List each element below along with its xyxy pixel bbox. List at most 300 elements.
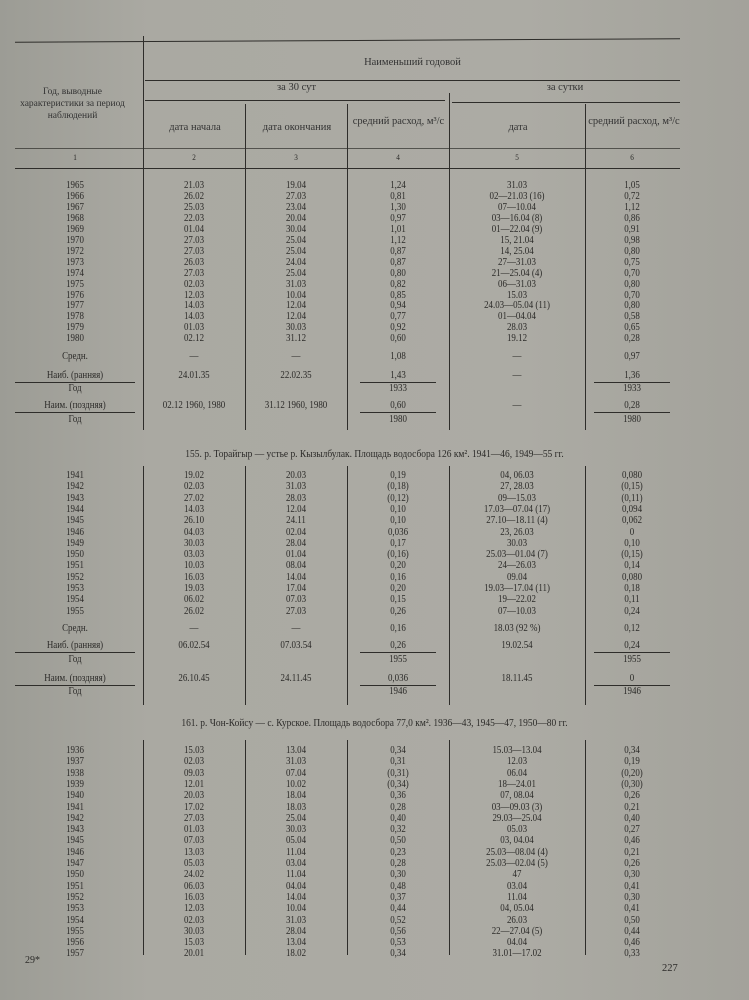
table-cell: 0,46 [624,937,640,948]
table-cell: 1,05 [624,180,640,191]
year-label: Год [68,686,82,697]
table-cell: 18.02 [285,948,307,959]
max-value: 1,36 [624,370,640,381]
min-value: 02.12 1960, 1980 [162,400,226,411]
max-value: 06.02.54 [178,640,210,651]
table-cell: 27.03 [183,268,205,279]
row-year: 1943 [66,824,84,835]
row-year: 1941 [66,470,84,481]
table-cell: 27.10—18.11 (4) [486,515,548,526]
year-label: Год [68,383,82,394]
table-cell: 0,10 [390,515,406,526]
max-value: — [512,370,522,381]
table-cell: 28.03 [506,322,528,333]
table-cell: 04, 06.03 [500,470,534,481]
fraction-rule [15,652,135,653]
row-year: 1980 [66,333,84,344]
table-cell: 01—04.04 [498,311,536,322]
table-cell: 03—09.03 (3) [491,802,543,813]
table-cell: 24.04 [285,257,307,268]
page-number: 227 [662,963,678,974]
row-year: 1941 [66,802,84,813]
table-cell: 19.03 [183,583,205,594]
table-cell: 23.04 [285,202,307,213]
mean-value: — [291,351,301,362]
table-cell: 07.03 [183,835,205,846]
table-cell: 25.04 [285,268,307,279]
table-cell: 0,92 [390,322,406,333]
table-cell: 0,46 [624,835,640,846]
row-year: 1976 [66,290,84,301]
table-cell: 0,19 [390,470,406,481]
table-cell: 1,01 [390,224,406,235]
table-cell: 26.02 [183,191,205,202]
table-cell: 05.03 [183,858,205,869]
table-cell: 0,41 [624,903,640,914]
table-cell: 13.04 [285,745,307,756]
fraction-rule [15,412,135,413]
table-cell: 14.03 [183,311,205,322]
table-cell: 02.03 [183,756,205,767]
table-cell: 07.04 [285,768,307,779]
table-cell: 28.04 [285,538,307,549]
table-cell: 30.03 [183,926,205,937]
table-cell: 07.03 [285,594,307,605]
table-cell: 25.03 [183,202,205,213]
table-cell: 27.03 [285,606,307,617]
table-cell: (0,12) [387,493,409,504]
row-year: 1953 [66,903,84,914]
table-cell: 0,15 [390,594,406,605]
table-cell: 02—21.03 (16) [489,191,545,202]
section-title: 161. р. Чон-Койсу — с. Курское. Площадь водосбора 77,0 км². 1936—43, 1945—47, 1950—80 гг. [181,718,568,729]
table-cell: 31.03 [285,279,307,290]
table-cell: 04.04 [285,881,307,892]
table-cell: (0,30) [621,779,643,790]
column-number: 5 [515,152,519,162]
row-year: 1938 [66,768,84,779]
table-cell: 0,40 [624,813,640,824]
table-cell: 04.03 [183,527,205,538]
table-cell: (0,11) [621,493,643,504]
rule [15,168,680,169]
table-cell: 04.04 [506,937,528,948]
table-cell: 0,30 [390,869,406,880]
min-value: 24.11.45 [280,673,312,684]
table-cell: 03—16.04 (8) [491,213,543,224]
row-year: 1936 [66,745,84,756]
table-cell: 0,70 [624,290,640,301]
table-cell: 0,53 [390,937,406,948]
header-group: Наименьший годовой [364,57,461,68]
table-cell: 0,20 [390,560,406,571]
min-value: 26.10.45 [178,673,210,684]
year-label: Год [68,414,82,425]
table-cell: 10.03 [183,560,205,571]
table-cell: 15.03—13.04 [492,745,542,756]
table-cell: 21.03 [183,180,205,191]
table-cell: (0,34) [387,779,409,790]
table-cell: 30.03 [183,538,205,549]
table-cell: 0,062 [621,515,643,526]
table-cell: 15.03 [183,745,205,756]
table-cell: 27.03 [183,813,205,824]
table-cell: 16.03 [183,572,205,583]
column-number: 6 [630,152,634,162]
row-year: 1969 [66,224,84,235]
fraction-rule [594,412,670,413]
table-cell: 24—26.03 [498,560,536,571]
table-cell: 03, 04.04 [500,835,534,846]
max-label: Наиб. (ранняя) [46,640,104,651]
table-cell: 0,98 [624,235,640,246]
mean-value: 0,97 [624,351,640,362]
table-cell: 30.03 [506,538,528,549]
table-cell: 20.03 [285,470,307,481]
table-cell: 17.04 [285,583,307,594]
table-cell: 0,70 [624,268,640,279]
mean-value: — [291,623,301,634]
max-value: 19.02.54 [501,640,533,651]
row-year: 1956 [66,937,84,948]
table-cell: 0,50 [624,915,640,926]
table-cell: 0,17 [390,538,406,549]
header-start-date: дата начала [169,122,221,133]
max-year: 1933 [389,383,407,394]
table-cell: 30.04 [285,224,307,235]
table-cell: 12.03 [183,290,205,301]
table-cell: 0 [629,527,635,538]
row-year: 1943 [66,493,84,504]
max-label: Наиб. (ранняя) [46,370,104,381]
table-cell: 01.03 [183,824,205,835]
row-year: 1955 [66,926,84,937]
table-cell: 0,58 [624,311,640,322]
table-cell: 21—25.04 (4) [491,268,543,279]
min-value: — [512,400,522,411]
header-divider [143,36,144,170]
table-cell: 02.04 [285,527,307,538]
max-value: 1,43 [390,370,406,381]
table-cell: 04, 05.04 [500,903,534,914]
row-year: 1945 [66,835,84,846]
table-cell: 20.03 [183,790,205,801]
table-cell: 0,80 [624,246,640,257]
header-day: за сутки [546,82,584,93]
table-cell: 02.12 [183,333,205,344]
table-cell: 0,86 [624,213,640,224]
table-cell: 0,080 [621,572,643,583]
min-value: 0 [629,673,635,684]
table-cell: (0,18) [387,481,409,492]
mean-value: 0,16 [390,623,406,634]
table-cell: (0,31) [387,768,409,779]
table-cell: (0,15) [621,481,643,492]
table-cell: 0,65 [624,322,640,333]
table-cell: 26.03 [183,257,205,268]
min-value: 0,60 [390,400,406,411]
table-cell: 12.04 [285,300,307,311]
row-year: 1955 [66,606,84,617]
signature-mark: 29* [25,955,40,966]
table-cell: 13.04 [285,937,307,948]
table-cell: 0,34 [624,745,640,756]
table-cell: 1,30 [390,202,406,213]
row-year: 1937 [66,756,84,767]
mean-label: Средн. [62,351,88,362]
table-cell: 14, 25.04 [500,246,534,257]
table-cell: 17.03—07.04 (17) [483,504,551,515]
table-cell: 0,14 [624,560,640,571]
row-year: 1939 [66,779,84,790]
row-year: 1942 [66,813,84,824]
table-cell: 01—22.04 (9) [491,224,543,235]
table-cell: 07—10.03 [498,606,536,617]
table-cell: 30.03 [285,322,307,333]
table-cell: 18.03 [285,802,307,813]
table-cell: 0,18 [624,583,640,594]
row-year: 1952 [66,572,84,583]
table-cell: 12.04 [285,311,307,322]
max-value: 24.01.35 [178,370,210,381]
year-label: Год [68,654,82,665]
min-value: 31.12 1960, 1980 [264,400,328,411]
min-year: 1946 [389,686,407,697]
table-cell: 0,24 [624,606,640,617]
max-value: 0,26 [390,640,406,651]
table-cell: 0,34 [390,948,406,959]
table-cell: 30.03 [285,824,307,835]
table-cell: 31.03 [285,481,307,492]
mean-value: 18.03 (92 %) [493,623,541,634]
table-cell: 06.03 [183,881,205,892]
table-cell: 0,20 [390,583,406,594]
table-cell: 19—22.02 [498,594,536,605]
table-cell: 15.03 [183,937,205,948]
table-cell: 13.03 [183,847,205,858]
max-value: 0,24 [624,640,640,651]
table-cell: 14.04 [285,572,307,583]
table-cell: 47 [512,869,522,880]
table-cell: 31.03 [506,180,528,191]
column-number: 4 [396,152,400,162]
table-cell: 0,26 [624,858,640,869]
table-cell: 03.03 [183,549,205,560]
row-year: 1965 [66,180,84,191]
table-cell: 09.03 [183,768,205,779]
table-cell: 0,28 [390,802,406,813]
row-year: 1975 [66,279,84,290]
table-cell: 0,21 [624,847,640,858]
row-year: 1945 [66,515,84,526]
header-30-days: за 30 сут [277,82,316,93]
table-cell: 25.03—02.04 (5) [486,858,548,869]
min-value: 0,036 [387,673,409,684]
table-cell: 26.10 [183,515,205,526]
row-year: 1942 [66,481,84,492]
table-cell: 24.02 [183,869,205,880]
table-cell: 05.03 [506,824,528,835]
table-cell: 0,87 [390,257,406,268]
table-cell: 0,37 [390,892,406,903]
min-label: Наим. (поздняя) [44,400,106,411]
table-cell: 24.03—05.04 (11) [484,300,550,311]
table-cell: 14.03 [183,504,205,515]
rule [452,102,680,103]
table-cell: 0,10 [624,538,640,549]
table-cell: 0,21 [624,802,640,813]
table-cell: 0,82 [390,279,406,290]
table-cell: 10.04 [285,903,307,914]
row-year: 1954 [66,594,84,605]
table-cell: 26.02 [183,606,205,617]
table-cell: 01.03 [183,322,205,333]
table-cell: 25.04 [285,246,307,257]
min-year: 1980 [623,414,641,425]
row-year: 1966 [66,191,84,202]
rule [145,100,445,101]
row-year: 1974 [66,268,84,279]
rule [15,148,680,149]
table-cell: 0,19 [624,756,640,767]
fraction-rule [360,412,436,413]
table-cell: 20.01 [183,948,205,959]
table-cell: 27.03 [285,191,307,202]
table-cell: 0,32 [390,824,406,835]
table-cell: 25.04 [285,235,307,246]
rule [145,80,680,81]
table-cell: 0,30 [624,892,640,903]
row-year: 1949 [66,538,84,549]
table-cell: 0,75 [624,257,640,268]
row-year: 1970 [66,235,84,246]
table-cell: 09—15.03 [498,493,536,504]
header-end-date: дата окончания [262,122,332,133]
row-year: 1957 [66,948,84,959]
table-cell: 29.03—25.04 [492,813,542,824]
table-cell: 11.04 [286,847,306,858]
table-cell: 12.04 [285,504,307,515]
mean-value: — [189,351,199,362]
table-cell: 06.04 [506,768,528,779]
table-cell: 0,60 [390,333,406,344]
table-cell: 17.02 [183,802,205,813]
table-cell: 01.04 [183,224,205,235]
mean-value: 0,12 [624,623,640,634]
row-year: 1973 [66,257,84,268]
table-cell: 25.04 [285,813,307,824]
table-cell: 0,23 [390,847,406,858]
table-cell: 10.02 [285,779,307,790]
mean-value: — [512,351,522,362]
row-year: 1947 [66,858,84,869]
table-cell: 0,80 [624,279,640,290]
max-year: 1933 [623,383,641,394]
table-cell: 18—24.01 [498,779,536,790]
table-cell: 0,85 [390,290,406,301]
table-cell: 28.03 [285,493,307,504]
table-cell: 0,44 [624,926,640,937]
fraction-rule [594,652,670,653]
table-cell: 19.04 [285,180,307,191]
header-mean-flow-day: средний расход, м³/с [588,116,680,127]
table-cell: 31.03 [285,756,307,767]
table-cell: 0,28 [624,333,640,344]
table-cell: 31.03 [285,915,307,926]
table-cell: 0,26 [624,790,640,801]
table-cell: 27.03 [183,235,205,246]
table-cell: 27.03 [183,246,205,257]
table-cell: 0,26 [390,606,406,617]
table-cell: 1,24 [390,180,406,191]
table-cell: 27—31.03 [498,257,536,268]
table-cell: 14.03 [183,300,205,311]
table-cell: 10.04 [285,290,307,301]
table-cell: 0,56 [390,926,406,937]
fraction-rule [360,652,436,653]
row-year: 1968 [66,213,84,224]
table-cell: 19.03—17.04 (11) [484,583,550,594]
table-cell: 0,11 [624,594,640,605]
min-value: 0,28 [624,400,640,411]
table-cell: 26.03 [506,915,528,926]
table-cell: 07, 08.04 [500,790,534,801]
table-cell: 22—27.04 (5) [491,926,543,937]
table-cell: 0,30 [624,869,640,880]
table-cell: 18.04 [285,790,307,801]
table-cell: 16.03 [183,892,205,903]
row-year: 1950 [66,549,84,560]
table-cell: 02.03 [183,915,205,926]
column-number: 1 [73,152,77,162]
table-cell: 20.04 [285,213,307,224]
table-cell: 0,16 [390,572,406,583]
table-cell: 01.04 [285,549,307,560]
table-cell: 0,10 [390,504,406,515]
table-cell: 0,44 [390,903,406,914]
row-year: 1944 [66,504,84,515]
table-cell: 0,36 [390,790,406,801]
table-cell: 08.04 [285,560,307,571]
table-cell: 0,31 [390,756,406,767]
row-year: 1967 [66,202,84,213]
table-cell: 07—10.04 [498,202,536,213]
header-date: дата [508,122,528,133]
table-cell: 15.03 [506,290,528,301]
row-year: 1940 [66,790,84,801]
min-label: Наим. (поздняя) [44,673,106,684]
table-cell: 0,81 [390,191,406,202]
table-cell: 0,52 [390,915,406,926]
row-year: 1979 [66,322,84,333]
table-cell: 28.04 [285,926,307,937]
table-cell: 0,87 [390,246,406,257]
table-cell: 0,40 [390,813,406,824]
row-year: 1978 [66,311,84,322]
section-title: 155. р. Торайгыр — устье р. Кызылбулак. Площадь водосбора 126 км². 1941—46, 1949—55 гг. [185,449,564,460]
table-cell: 0,77 [390,311,406,322]
row-year: 1951 [66,881,84,892]
row-year: 1954 [66,915,84,926]
table-cell: 12.03 [506,756,528,767]
table-cell: 12.03 [183,903,205,914]
table-cell: 31.01—17.02 [492,948,542,959]
row-year: 1952 [66,892,84,903]
table-cell: 0,080 [621,470,643,481]
table-cell: 0,036 [387,527,409,538]
table-cell: 11.04 [286,869,306,880]
table-cell: 0,27 [624,824,640,835]
